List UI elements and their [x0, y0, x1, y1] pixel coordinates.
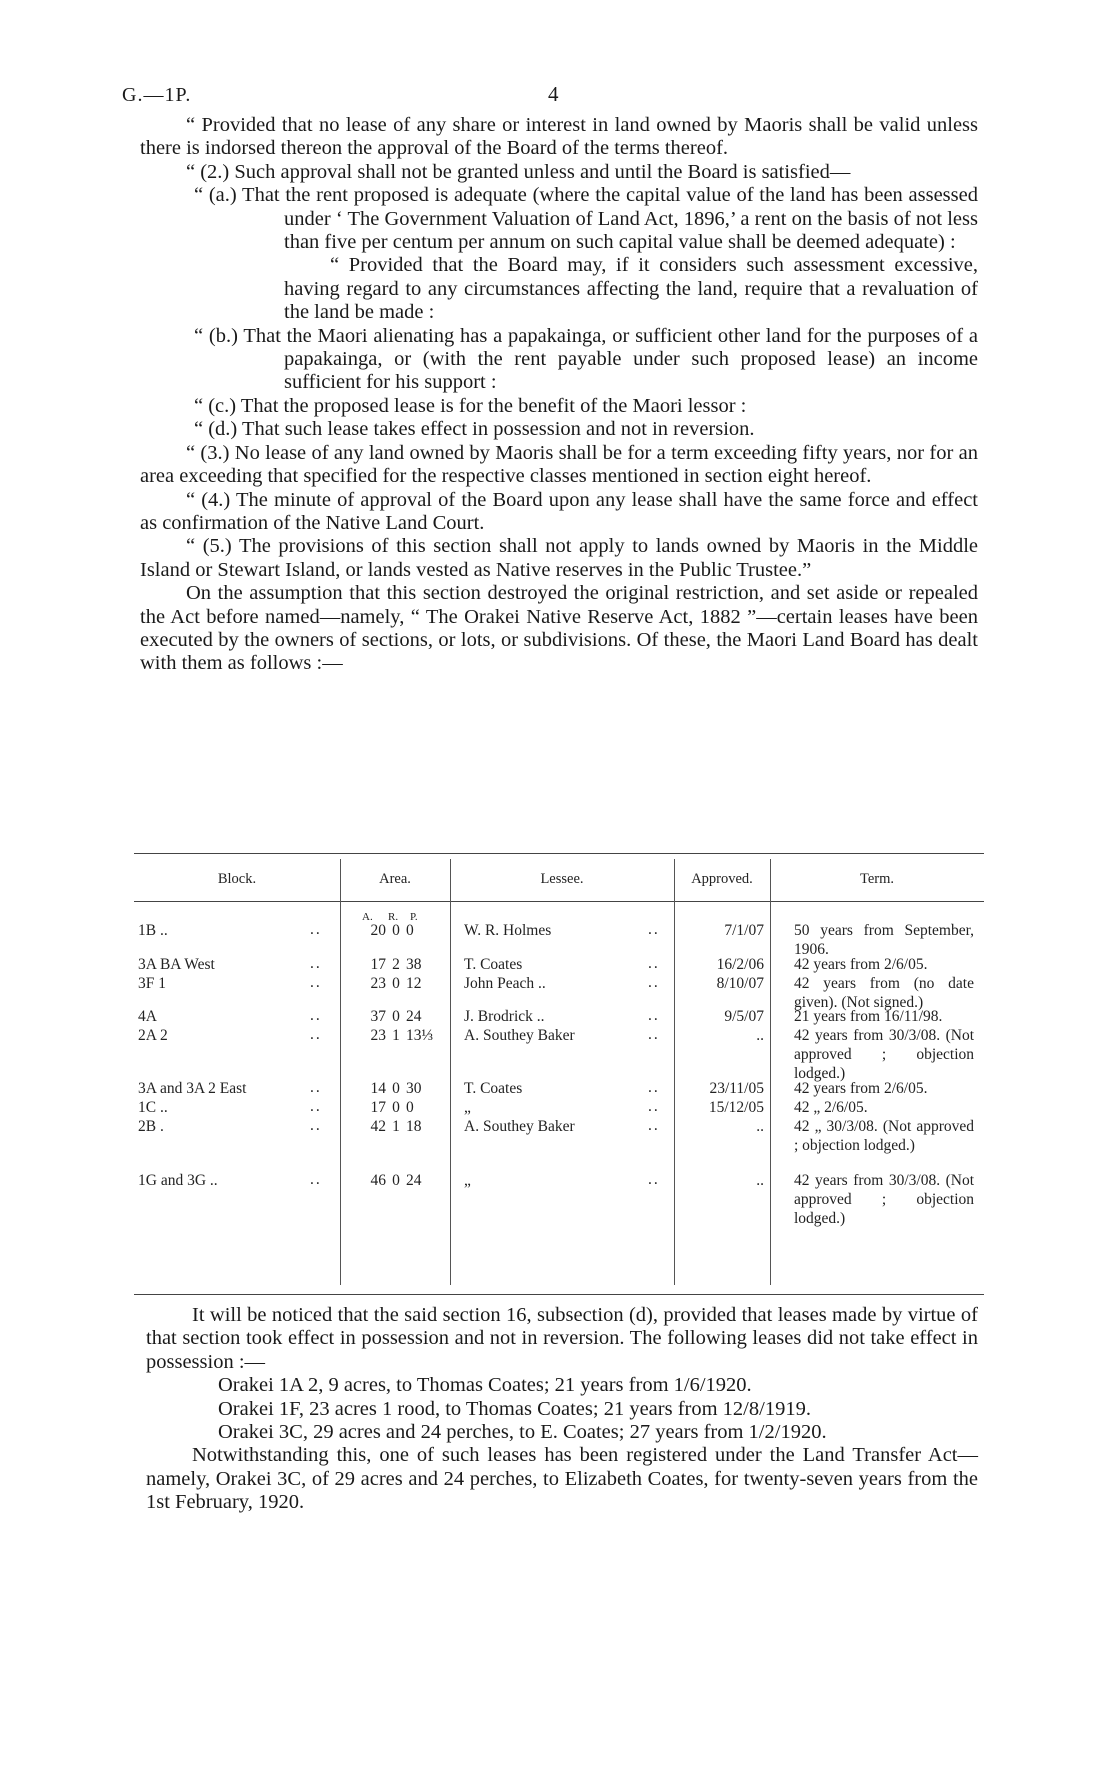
paragraph-subsection-2: “ (2.) Such approval shall not be granted unless and until the Board is satisfied—: [186, 160, 851, 183]
leases-table: [134, 853, 984, 1295]
cell-block: 3A BA West: [138, 956, 215, 973]
cell-roods: 0: [392, 1172, 400, 1189]
unit-roods: R.: [388, 911, 399, 923]
cell-lessee: J. Brodrick ..: [464, 1008, 545, 1025]
cell-roods: 1: [392, 1027, 400, 1044]
leader-dots: ..: [648, 1117, 660, 1134]
cell-approved: 9/5/07: [724, 1008, 764, 1025]
cell-block: 3F 1: [138, 975, 166, 992]
paragraph-proviso: “ Provided that no lease of any share or interest in land owned by Maoris shall be valid unless there is indorsed thereon the approval of the Board of the terms thereof.: [140, 114, 978, 160]
paragraph-notice: It will be noticed that the said section 16, subsection (d), provided that leases made by virtue of that section took effect in possession and not in reversion. The following leases did not take effect in possession :—: [146, 1304, 978, 1373]
cell-roods: 0: [392, 1080, 400, 1097]
paragraph-registration: Notwithstanding this, one of such leases has been registered under the Land Transfer Act—namely, Orakei 3C, of 29 acres and 24 perches, to Elizabeth Coates, for twenty-seven years from the 1st February, 1920.: [146, 1444, 978, 1514]
statute-quotation: [140, 114, 978, 676]
table-bottom-rule: [134, 1294, 984, 1295]
cell-term: 42 years from 2/6/05.: [794, 1080, 928, 1097]
unit-acres: A.: [362, 911, 373, 923]
header-lessee: Lessee.: [540, 871, 584, 887]
cell-perches: 38: [406, 956, 422, 973]
leader-dots: ..: [648, 921, 660, 938]
cell-lessee: T. Coates: [464, 1080, 523, 1097]
leader-dots: ..: [648, 1007, 660, 1024]
cell-approved: 8/10/07: [716, 975, 764, 992]
lease-item: Orakei 3C, 29 acres and 24 perches, to E. Coates; 27 years from 1/2/1920.: [218, 1421, 827, 1444]
clause-b: “ (b.) That the Maori alienating has a papakainga, or sufficient other land for the purposes of a papakainga, or (with the rent payable under such proposed lease) an income sufficient for his support :: [194, 324, 978, 394]
cell-term: 50 years from September, 1906.: [794, 922, 974, 959]
cell-perches: 18: [406, 1118, 422, 1135]
leader-dots: ..: [310, 1171, 322, 1188]
leader-dots: ..: [648, 1098, 660, 1115]
cell-approved: 15/12/05: [708, 1099, 764, 1116]
cell-roods: 0: [392, 922, 400, 939]
paragraph-subsection-4: “ (4.) The minute of approval of the Board upon any lease shall have the same force and effect as confirmation of the Native Land Court.: [140, 488, 978, 534]
clause-a-proviso: “ Provided that the Board may, if it considers such assessment excessive, having regard to any circumstances affecting the land, require that a revaluation of the land be made :: [284, 254, 978, 324]
cell-roods: 0: [392, 975, 400, 992]
cell-lessee: A. Southey Baker: [464, 1118, 575, 1135]
column-divider: [450, 859, 451, 1285]
cell-term: 42 years from (no date given). (Not signed.): [794, 975, 974, 1012]
column-divider: [340, 859, 341, 1285]
column-divider: [770, 859, 771, 1285]
leader-dots: ..: [310, 955, 322, 972]
leader-dots: ..: [310, 1026, 322, 1043]
cell-lessee: John Peach ..: [464, 975, 546, 992]
cell-acres: 42: [370, 1118, 386, 1135]
leader-dots: ..: [648, 1026, 660, 1043]
cell-perches: 0: [406, 1099, 414, 1116]
cell-perches: 24: [406, 1008, 422, 1025]
cell-roods: 0: [392, 1099, 400, 1116]
leader-dots: ..: [310, 1098, 322, 1115]
paragraph-subsection-3: “ (3.) No lease of any land owned by Maoris shall be for a term exceeding fifty years, nor for an area exceeding that specified for the respective classes mentioned in section eight hereof.: [140, 441, 978, 488]
cell-approved: ..: [756, 1027, 764, 1044]
cell-lessee: „: [464, 1099, 471, 1116]
cell-roods: 2: [392, 956, 400, 973]
leader-dots: ..: [648, 1079, 660, 1096]
cell-lessee: T. Coates: [464, 956, 523, 973]
leader-dots: ..: [310, 1079, 322, 1096]
table-top-rule: [134, 853, 984, 854]
page-number: 4: [548, 82, 559, 106]
cell-block: 3A and 3A 2 East: [138, 1080, 247, 1097]
leader-dots: ..: [310, 1117, 322, 1134]
cell-acres: 20: [370, 922, 386, 939]
cell-approved: 23/11/05: [709, 1080, 764, 1097]
cell-approved: ..: [756, 1118, 764, 1135]
cell-term: 42 years from 30/3/08. (Not approved ; objection lodged.): [794, 1172, 974, 1228]
lease-item: Orakei 1A 2, 9 acres, to Thomas Coates; 21 years from 1/6/1920.: [218, 1374, 752, 1397]
cell-term: 42 years from 2/6/05.: [794, 956, 928, 973]
leader-dots: ..: [648, 1171, 660, 1188]
leader-dots: ..: [310, 921, 322, 938]
cell-acres: 37: [370, 1008, 386, 1025]
cell-term: 42 „ 2/6/05.: [794, 1099, 868, 1116]
cell-term: 42 „ 30/3/08. (Not approved ; objection lodged.): [794, 1118, 974, 1155]
leader-dots: ..: [648, 955, 660, 972]
cell-approved: 7/1/07: [724, 922, 764, 939]
leader-dots: ..: [648, 974, 660, 991]
paragraph-assumption: On the assumption that this section destroyed the original restriction, and set aside or repealed the Act before named—namely, “ The Orakei Native Reserve Act, 1882 ”—certain leases have been executed by the owners of sections, or lots, or subdivisions. Of these, the Maori Land Board has dealt with them as follows :—: [140, 582, 978, 675]
cell-perches: 24: [406, 1172, 422, 1189]
header-area: Area.: [379, 871, 411, 887]
clause-a: “ (a.) That the rent proposed is adequate (where the capital value of the land has been assessed under ‘ The Government Valuation of Land Act, 1896,’ a rent on the basis of not less than five per centum per annum on such capital value shall be deemed adequate) :: [194, 184, 978, 254]
cell-acres: 14: [370, 1080, 386, 1097]
cell-block: 2B .: [138, 1118, 164, 1135]
leader-dots: ..: [310, 974, 322, 991]
clause-d: “ (d.) That such lease takes effect in possession and not in reversion.: [194, 418, 755, 441]
cell-perches: 0: [406, 922, 414, 939]
lease-item: Orakei 1F, 23 acres 1 rood, to Thomas Coates; 21 years from 12/8/1919.: [218, 1397, 811, 1420]
cell-acres: 23: [370, 975, 386, 992]
parliamentary-paper-reference: G.—1P.: [122, 84, 192, 106]
header-term: Term.: [859, 871, 894, 887]
cell-acres: 17: [370, 1099, 386, 1116]
cell-approved: 16/2/06: [716, 956, 764, 973]
cell-perches: 30: [406, 1080, 422, 1097]
paragraph-subsection-5: “ (5.) The provisions of this section shall not apply to lands owned by Maoris in the Middle Island or Stewart Island, or lands vested as Native reserves in the Public Trustee.”: [140, 535, 978, 581]
cell-perches: 12: [406, 975, 422, 992]
unit-perches: P.: [410, 911, 418, 923]
cell-block: 1B ..: [138, 922, 168, 939]
cell-acres: 23: [370, 1027, 386, 1044]
cell-block: 2A 2: [138, 1027, 168, 1044]
header-block: Block.: [217, 871, 257, 887]
cell-acres: 46: [370, 1172, 386, 1189]
cell-term: 42 years from 30/3/08. (Not approved ; objection lodged.): [794, 1027, 974, 1083]
cell-acres: 17: [370, 956, 386, 973]
clause-c: “ (c.) That the proposed lease is for the benefit of the Maori lessor :: [194, 394, 747, 417]
cell-roods: 1: [392, 1118, 400, 1135]
cell-block: 4A: [138, 1008, 157, 1025]
leader-dots: ..: [310, 1007, 322, 1024]
closing-text: [146, 1304, 978, 1515]
cell-block: 1C ..: [138, 1099, 168, 1116]
cell-lessee: „: [464, 1172, 471, 1189]
cell-lessee: W. R. Holmes: [464, 922, 552, 939]
column-divider: [674, 859, 675, 1285]
cell-approved: ..: [756, 1172, 764, 1189]
cell-lessee: A. Southey Baker: [464, 1027, 575, 1044]
cell-perches: 13⅓: [406, 1027, 434, 1044]
header-approved: Approved.: [691, 871, 753, 887]
cell-term: 21 years from 16/11/98.: [794, 1008, 943, 1025]
cell-block: 1G and 3G ..: [138, 1172, 218, 1189]
table-header-rule: [134, 901, 984, 902]
cell-roods: 0: [392, 1008, 400, 1025]
